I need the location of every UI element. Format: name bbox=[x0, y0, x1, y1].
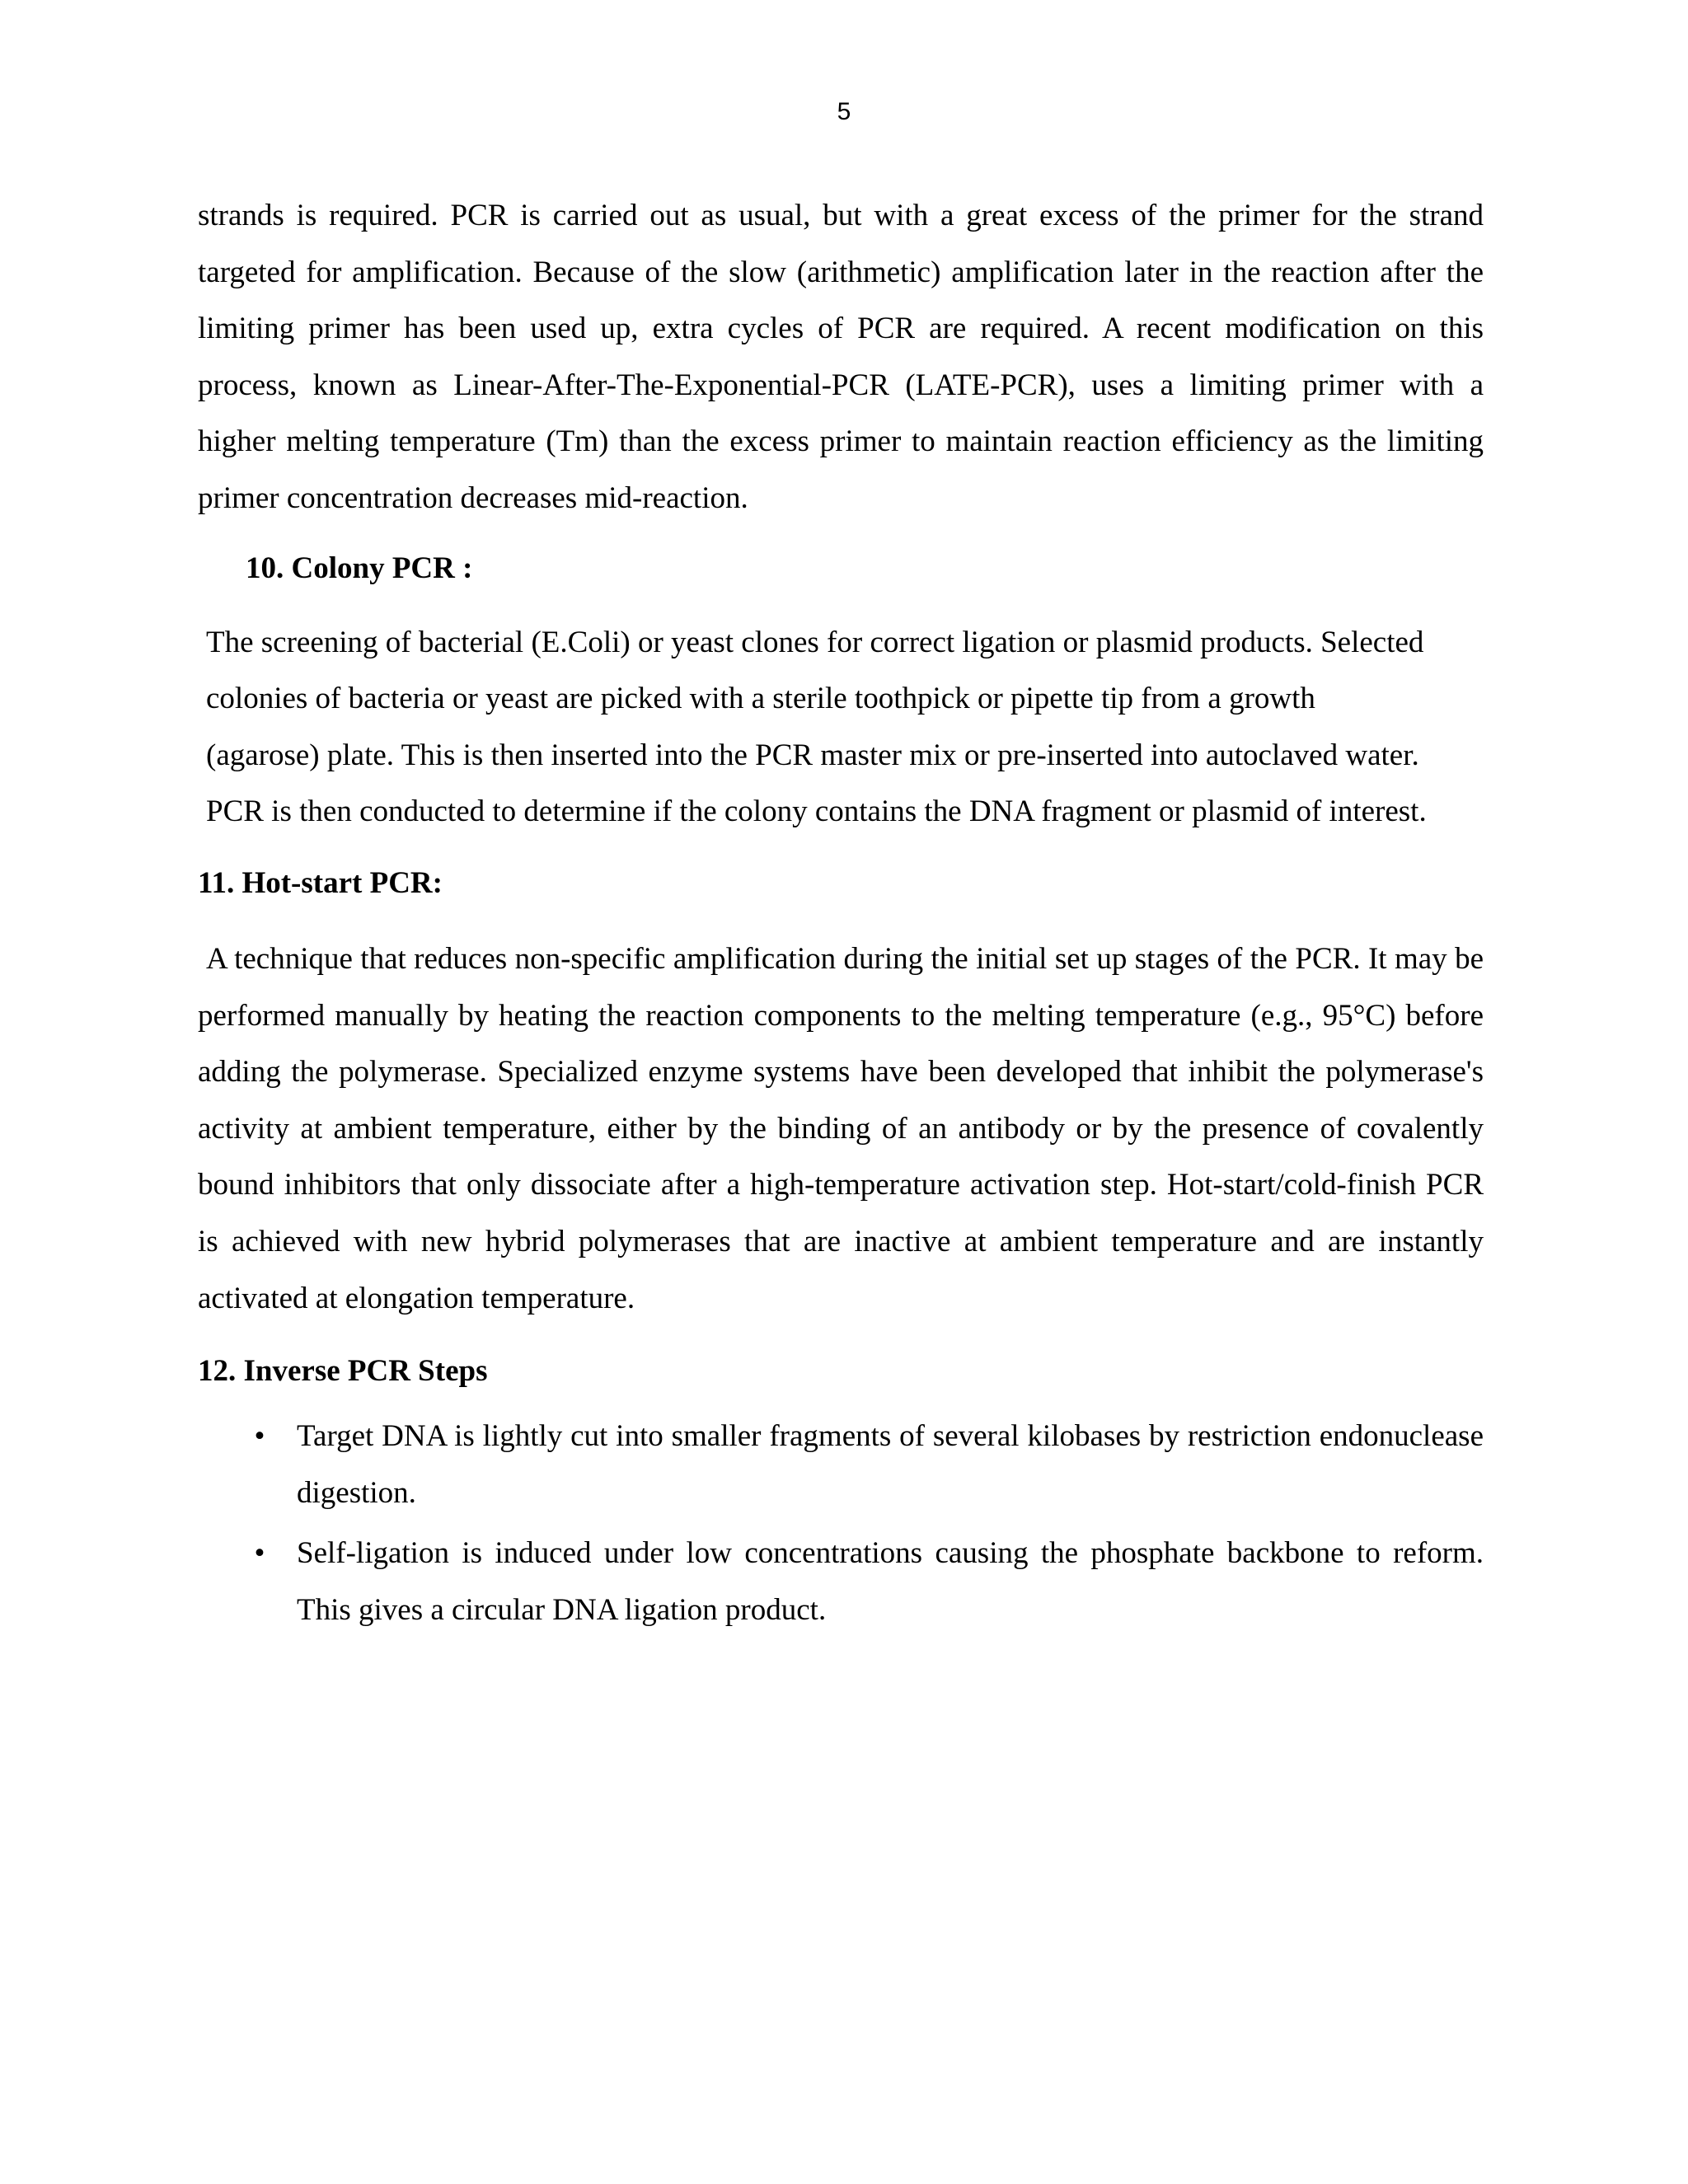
inverse-pcr-steps-list bbox=[198, 1408, 1484, 1638]
list-item bbox=[198, 1525, 1484, 1638]
bullet-icon: • bbox=[254, 1419, 265, 1454]
document-body bbox=[198, 188, 1484, 1638]
list-item bbox=[198, 1408, 1484, 1521]
colony-pcr-paragraph: The screening of bacterial (E.Coli) or yeast clones for correct ligation or plasmid products. Selected colonies of bacteria or yeast are picked with a sterile toothpick or pipette tip from a growth (agarose) plate. This is then inserted into the PCR master mix or pre-inserted into autoclaved water. PCR is then conducted to determine if the colony contains the DNA fragment or plasmid of interest. bbox=[206, 625, 1427, 829]
intro-paragraph: strands is required. PCR is carried out as usual, but with a great excess of the primer for the strand targeted for amplification. Because of the slow (arithmetic) amplification later in the reaction after the limiting primer has been used up, extra cycles of PCR are required. A recent modification on this process, known as Linear-After-The-Exponential-PCR (LATE-PCR), uses a limiting primer with a higher melting temperature (Tm) than the excess primer to maintain reaction efficiency as the limiting primer concentration decreases mid-reaction. bbox=[198, 199, 1484, 515]
inverse-pcr-heading: 12. Inverse PCR Steps bbox=[198, 1354, 488, 1389]
list-item-text: Target DNA is lightly cut into smaller fragments of several kilobases by restriction endonuclease digestion. bbox=[297, 1419, 1484, 1511]
colony-pcr-heading: 10. Colony PCR : bbox=[246, 551, 473, 585]
list-item-text: Self-ligation is induced under low concentrations causing the phosphate backbone to reform. This gives a circular DNA ligation product. bbox=[297, 1536, 1484, 1628]
bullet-icon: • bbox=[254, 1536, 265, 1571]
hot-start-pcr-paragraph: A technique that reduces non-specific amplification during the initial set up stages of the PCR. It may be performed manually by heating the reaction components to the melting temperature (e.g., 95°C) before adding the polymerase. Specialized enzyme systems have been developed that inhibit the polymerase's activity at ambient temperature, either by the binding of an antibody or by the presence of covalently bound inhibitors that only dissociate after a high-temperature activation step. Hot-start/cold-finish PCR is achieved with new hybrid polymerases that are inactive at ambient temperature and are instantly activated at elongation temperature. bbox=[198, 941, 1484, 1315]
hot-start-pcr-heading: 11. Hot-start PCR: bbox=[198, 865, 443, 900]
page-number: 5 bbox=[837, 98, 851, 125]
